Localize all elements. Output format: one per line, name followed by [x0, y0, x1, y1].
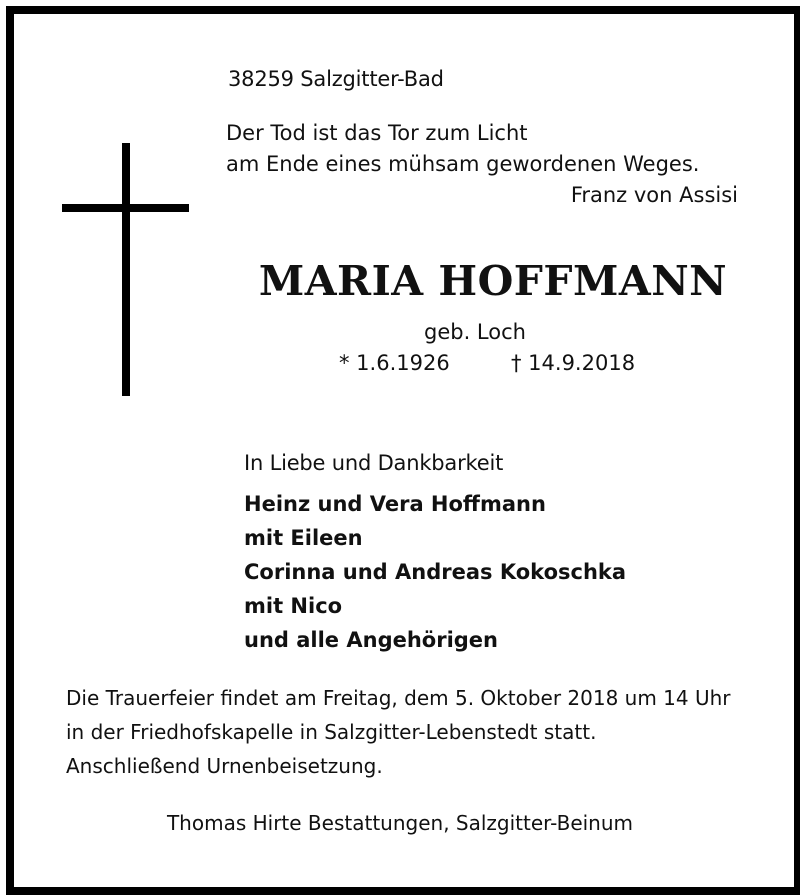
ceremony-info	[66, 681, 731, 783]
quote-block	[226, 118, 738, 211]
deceased-name: MARIA HOFFMANN	[258, 257, 728, 305]
ceremony-line: Die Trauerfeier findet am Freitag, dem 5. Oktober 2018 um 14 Uhr	[66, 686, 731, 710]
quote-line: am Ende eines mühsam gewordenen Weges.	[226, 152, 700, 176]
cross-icon	[122, 143, 130, 396]
birth-name: geb. Loch	[424, 320, 526, 344]
undertaker-text: Thomas Hirte Bestattungen, Salzgitter-Beinum	[166, 811, 634, 835]
family-line: Heinz und Vera Hoffmann	[244, 492, 546, 516]
family-line: mit Eileen	[244, 526, 363, 550]
dedication-text: In Liebe und Dankbarkeit	[244, 451, 504, 475]
family-line: mit Nico	[244, 594, 343, 618]
birth-date: * 1.6.1926	[339, 351, 450, 375]
location-text: 38259 Salzgitter-Bad	[228, 67, 444, 91]
death-date: † 14.9.2018	[511, 351, 636, 375]
ceremony-line: in der Friedhofskapelle in Salzgitter-Lebenstedt statt.	[66, 720, 597, 744]
ceremony-line: Anschließend Urnenbeisetzung.	[66, 754, 383, 778]
family-line: und alle Angehörigen	[244, 628, 498, 652]
quote-line: Der Tod ist das Tor zum Licht	[226, 121, 528, 145]
family-list	[244, 487, 626, 657]
cross-icon-bar	[62, 204, 189, 212]
family-line: Corinna und Andreas Kokoschka	[244, 560, 627, 584]
quote-author: Franz von Assisi	[570, 183, 738, 207]
